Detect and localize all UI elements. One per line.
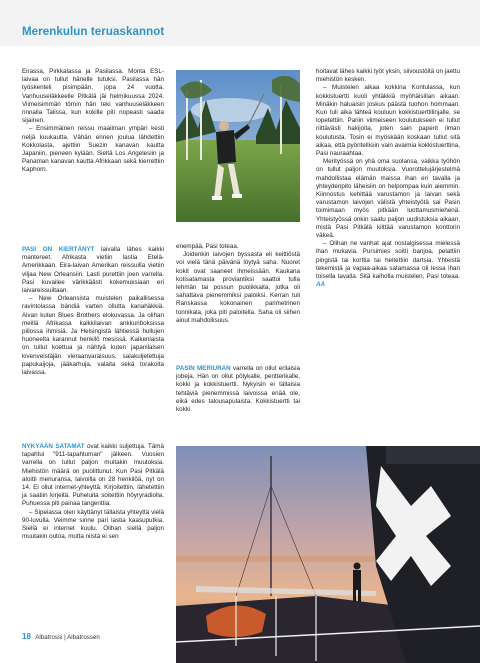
end-mark: AA: [316, 281, 326, 289]
paragraph: – Sipeiassa olen käyttänyt tällaista yhteyttä vielä 90-luvulla. Veimme sinne pari lastia kaasuputkia. Siellä ei internet kuulu. Olihan siellä paljon muutakin outoa, mutta niistä ei sen: [22, 508, 164, 541]
paragraph: [22, 443, 164, 509]
paragraph: enempää, Pasi toteaa.: [176, 243, 239, 250]
page-number: 18: [22, 632, 31, 641]
publication-name: Albatrossi | Albatrossen: [35, 634, 100, 641]
ship-photo: [176, 446, 480, 663]
paragraph-text: – Olihan ne vanhat ajat nostalgisessa mielessä ihan mukavia. Pursimies soitti banjoa, pelattiin pingistä tai korttia tai heitettiin dartsia. Yhteistä tekemistä ja vapaa-aikaa satamassa oli lessa ihan toisella tavalla. Sitä kaiholla muistelen, Pasi toteaa.: [316, 240, 460, 281]
paragraph: Merityössä on yhä oma suolansa, vaikka työhön on tullut paljon muutoksia. Vuorottelujärjestelmä mahdollistaa elämän maissa ihan eri tavalla ja yhteydenpito läheisiin on helpompaa kuin aiemmin. Kiinnostus kehittää varustamon ja laivan sekä varustamon laivojen välistä yhteistyötä sai Pasin toimimaan myös pitkään luottamusmiehenä. Yhteistyössä onkin saatu paljon uudistuksia aikaan, mistä Pasi Pitkälä kiittää varustamon konttorin väkeä.: [316, 158, 460, 240]
paragraph: – New Orleansista muistelen paikallisessa ravintolassa bändiä varten ollutta kanahäkkiä. Aivan kuten Blues Brothers elokuvassa. Ja olihan meillä Afrikassa kalkkilaivan ankkuriboksissa piilossa ihmisiä. Ja Helsingistä lähtiessä hullujen huoneelta karannut henkilö mesissä. Kaikenlaista on tullut koettua ja nähtyä kuten japanilaisen kivenveistäjän vieraanvaraisuus, salakuljetettuja papukaijoja, jääkarhuja, valaita sekä torakoita laivassa.: [22, 295, 164, 377]
paragraph: hoitavat lähes kaikki työt yksin, siivoustöitä on jaettu miehistön kesken.: [316, 68, 460, 84]
kicker: PASIN MERIURAN: [176, 365, 231, 372]
paragraph-text: laivalla lähes kaikki mantereet. Afrikasta vietiin lastia Etelä-Amerikkaan. Eira-laivan Amerikan reissuilla vietiin viljaa New Orleansiin. Lasti purettiin joen varrella. Pasi kuvailee värikkäästi kokemuksiaan eri laivareissuiltaan.: [22, 246, 164, 295]
paragraph: [176, 365, 300, 414]
paragraph: [316, 240, 460, 289]
kicker: PASI ON KIERTÄNYT: [22, 246, 95, 253]
footer: [22, 632, 100, 641]
paragraph-text: ovat kaikki suljettuja. Tämä tapahtui "911-tapahtuman" jälkeen. Vuosien varrella on tullut paljon muitakin muutoksia. Miehistön määrä on puolittunut. Kun Pasi Pitkälä aloitti meriuransa, laivoilla on 28 henkilöä, nyt on 14. Ei ollut internet-yhteyttä. Kirjoitettiin, lähetettiin ja saatiin kirjeitä. Puheluita soitettiin höyryradiolla. Puhuessa piti painaa tangenttia.: [22, 443, 164, 508]
header-band: [0, 0, 480, 46]
paragraph: Joidenkin laivojen byssasta eli keittiöstä voi vielä tänä päivänä löytyä saha. Nuoret kokit ovat saaneet ihmeissään. Kaukana kotisatamasta proviantiksi saattoi tulla lehmän tai possun puolikkaita, jotka oli sahattava pienemmiksi paloiksi. Kerran tuli Ranskassa kokonainen parimetrinen tonnikala, joka piti paloitella. Saha oli siihen ainut mahdollisuus.: [176, 251, 300, 324]
ship-photo-image: [176, 446, 480, 663]
paragraph: [22, 246, 164, 295]
column-2-top: [176, 243, 300, 325]
section-title: Merenkulun teruaskannot: [22, 26, 165, 38]
column-2-middle: [176, 365, 300, 414]
paragraph: – Muistelen aikaa kokkina Kontulassa, kun kokkistuertti kuoli yhtäkkiä myöhäisillan aikaan. Minäkin haluaisin joskus päästä tuohon hommaan. Kun tuli aika lähteä kouluun kokkistuerttilinjalle, se lopetettiin. Pariin viimeiseen koulutukseen ei tullut riittävästi hakijoita, joten sain paperit ilman koulutusta. Tosin ei myöskään koskaan tullut sitä aikaa, että pyöritellisiin vain avaimia kokkistuerttina, Pasi nauraahtaa.: [316, 84, 460, 158]
paragraph: Eirassa, Pirkkalassa ja Pasilassa. Monta ESL-laivaa on tullut hänelle tutuksi. Pasilassa hän työskenteli pisimpään, jopa 24 vuotta. Vanhuuseläkkeelle Pitkälä jäi helmikuussa 2024. Viimeisimmän törnin hän teki vanhuuseläkkeen rinnalla Talissa, kun kokille piti nopeasti saada sijainen.: [22, 68, 164, 125]
paragraph: – Ensimmäinen reissu maailman ympäri kesti neljä kuukautta. Vähän ennen joulua lähdettiin Kokkolasta, ajettiin Suezin kanavan kautta Japaniin, pieneen kylään. Sieltä Los Angelesiin ja Panaman kanavan kautta Afrikkaan sekä kierrettiin Kaphorn.: [22, 125, 164, 174]
kicker: NYKYÄÄN SATAMAT: [22, 443, 85, 450]
column-1-top: [22, 68, 164, 175]
column-3: [316, 68, 460, 289]
column-1-middle: [22, 246, 164, 377]
golf-photo: [176, 70, 300, 222]
column-1-bottom: [22, 443, 164, 541]
golf-photo-image: [176, 70, 300, 222]
paragraph-text: varrella on ollut erilaisia jobeja. Hän on ollut pölykalle, pentterikalle, kokki ja kokkistuertti. Nykyisin ei tällaisia tehtäviä pienemmissä laivoissa enää ole, eikä edes talousapulaista. Kokkistuertti tai kokki: [176, 365, 300, 414]
